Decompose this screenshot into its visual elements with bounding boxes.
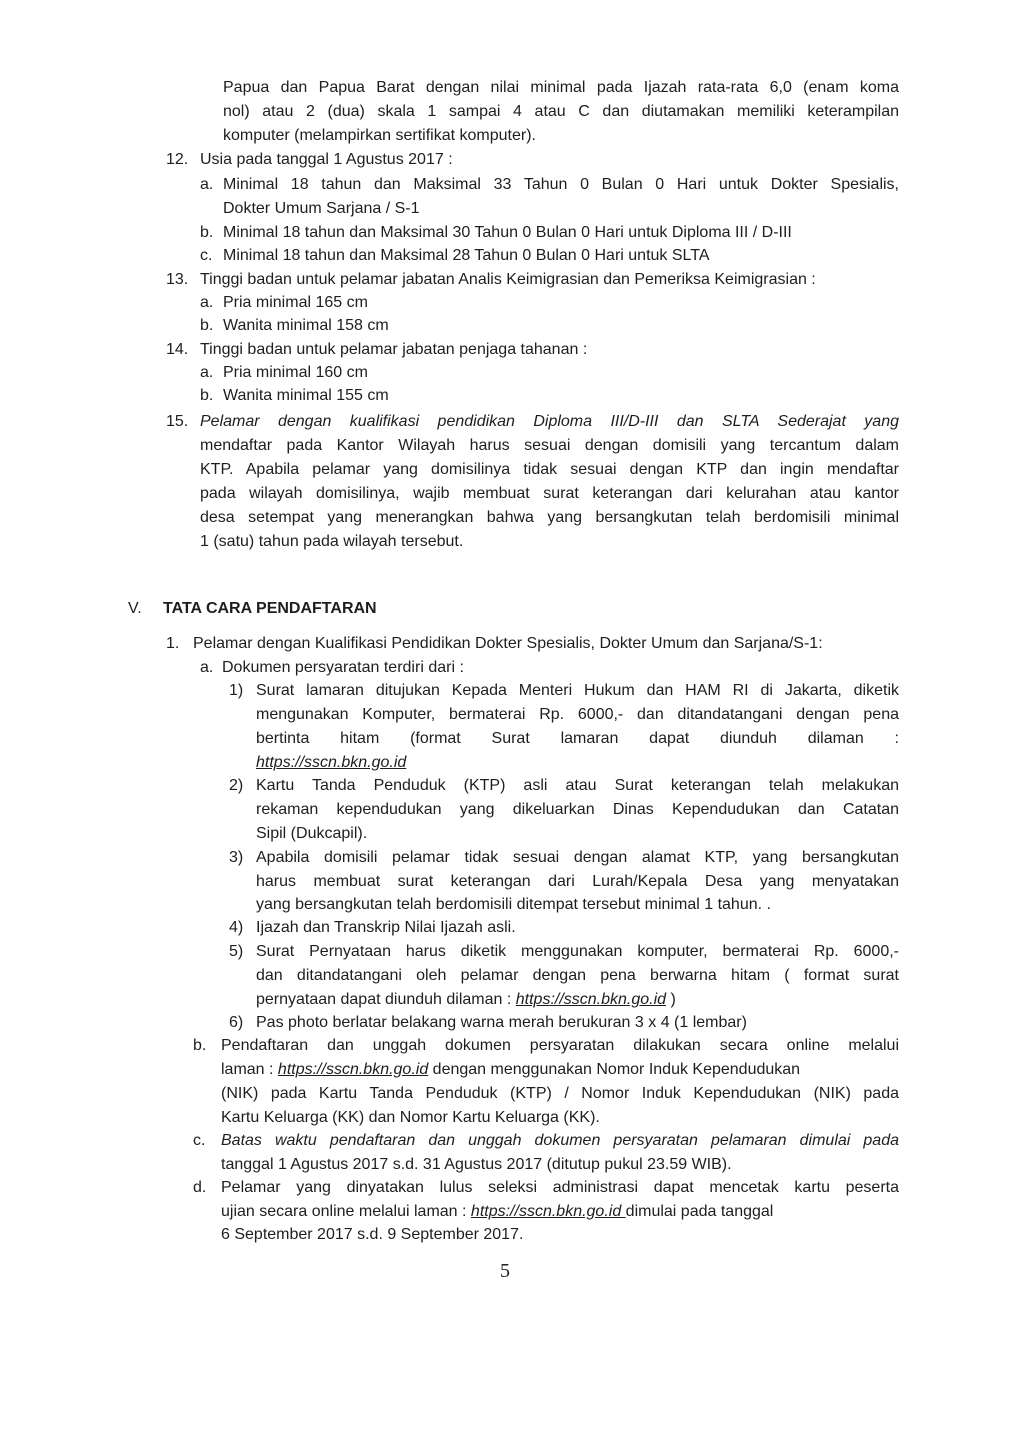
- point-1d-line-2-pre: ujian secara online melalui laman :: [221, 1203, 471, 1220]
- item-13b-text: Wanita minimal 158 cm: [223, 317, 389, 334]
- doc-3-line-2: harus membuat surat keterangan dari Lurah/Kepala Desa yang menyatakan: [256, 873, 899, 890]
- doc-1-number: 1): [229, 682, 244, 699]
- point-1d-line-3: 6 September 2017 s.d. 9 September 2017.: [221, 1226, 524, 1243]
- point-1b-line-4: Kartu Keluarga (KK) dan Nomor Kartu Keluarga (KK).: [221, 1109, 600, 1126]
- point-1b-label: b.: [193, 1037, 207, 1054]
- doc-2-line-3: Sipil (Dukcapil).: [256, 825, 368, 842]
- item-12c-text: Minimal 18 tahun dan Maksimal 28 Tahun 0 Bulan 0 Hari untuk SLTA: [223, 247, 710, 264]
- item-14a-label: a.: [200, 364, 214, 381]
- item-12b-text: Minimal 18 tahun dan Maksimal 30 Tahun 0 Bulan 0 Hari untuk Diploma III / D-III: [223, 224, 792, 241]
- item-12a-label: a.: [200, 176, 214, 193]
- item-14-number: 14.: [166, 341, 189, 358]
- doc-1-line-3: bertinta hitam (format Surat lamaran dapat diunduh dilaman :: [256, 730, 899, 747]
- item-13-text: Tinggi badan untuk pelamar jabatan Analis Keimigrasian dan Pemeriksa Keimigrasian :: [200, 271, 816, 288]
- item-15-line-2: mendaftar pada Kantor Wilayah harus sesuai dengan domisili yang tercantum dalam: [200, 437, 899, 454]
- item-12-text: Usia pada tanggal 1 Agustus 2017 :: [200, 151, 453, 168]
- point-1b-line-2-post: dengan menggunakan Nomor Induk Kependudukan: [428, 1061, 801, 1078]
- point-1c-label: c.: [193, 1132, 206, 1149]
- point-1d-label: d.: [193, 1179, 207, 1196]
- point-1b-line-3: (NIK) pada Kartu Tanda Penduduk (KTP) / Nomor Induk Kependudukan (NIK) pada: [221, 1085, 899, 1102]
- doc-3-number: 3): [229, 849, 244, 866]
- section-number: V.: [128, 600, 142, 617]
- point-1-number: 1.: [166, 635, 180, 652]
- item-15-line-4: pada wilayah domisilinya, wajib membuat surat keterangan dari kelurahan atau kantor: [200, 485, 899, 502]
- doc-5-number: 5): [229, 943, 244, 960]
- item-12b-label: b.: [200, 224, 214, 241]
- doc-4-text: Ijazah dan Transkrip Nilai Ijazah asli.: [256, 919, 516, 936]
- point-1a-text: Dokumen persyaratan terdiri dari :: [222, 659, 464, 676]
- item-13-number: 13.: [166, 271, 189, 288]
- point-1c-line-1: Batas waktu pendaftaran dan unggah dokumen persyaratan pelamaran dimulai pada: [221, 1132, 899, 1149]
- point-1-text: Pelamar dengan Kualifikasi Pendidikan Dokter Spesialis, Dokter Umum dan Sarjana/S-1:: [193, 635, 823, 652]
- doc-2-line-1: Kartu Tanda Penduduk (KTP) asli atau Surat keterangan telah melakukan: [256, 777, 899, 794]
- item-14b-label: b.: [200, 387, 214, 404]
- item-14a-text: Pria minimal 160 cm: [223, 364, 368, 381]
- item-14b-text: Wanita minimal 155 cm: [223, 387, 389, 404]
- item-13a-text: Pria minimal 165 cm: [223, 294, 368, 311]
- point-1c-line-2: tanggal 1 Agustus 2017 s.d. 31 Agustus 2017 (ditutup pukul 23.59 WIB).: [221, 1156, 732, 1173]
- item-12a-line-2: Dokter Umum Sarjana / S-1: [223, 200, 420, 217]
- item-14-text: Tinggi badan untuk pelamar jabatan penjaga tahanan :: [200, 341, 588, 358]
- item-12c-label: c.: [200, 247, 213, 264]
- intro-line-1: Papua dan Papua Barat dengan nilai minimal pada Ijazah rata-rata 6,0 (enam koma: [223, 79, 899, 96]
- point-1d-line-1: Pelamar yang dinyatakan lulus seleksi administrasi dapat mencetak kartu peserta: [221, 1179, 899, 1196]
- item-15-line-1: Pelamar dengan kualifikasi pendidikan Diploma III/D-III dan SLTA Sederajat yang: [200, 413, 899, 430]
- doc-2-line-2: rekaman kependudukan yang dikeluarkan Dinas Kependudukan dan Catatan: [256, 801, 899, 818]
- item-13a-label: a.: [200, 294, 214, 311]
- doc-5-line-3-pre: pernyataan dapat diunduh dilaman :: [256, 991, 516, 1008]
- doc-3-line-1: Apabila domisili pelamar tidak sesuai dengan alamat KTP, yang bersangkutan: [256, 849, 899, 866]
- section-title: TATA CARA PENDAFTARAN: [163, 600, 377, 617]
- doc-5-link[interactable]: https://sscn.bkn.go.id: [515, 991, 667, 1008]
- doc-6-number: 6): [229, 1014, 244, 1031]
- point-1b-line-2-pre: laman :: [221, 1061, 278, 1078]
- item-12-number: 12.: [166, 151, 189, 168]
- doc-6-text: Pas photo berlatar belakang warna merah berukuran 3 x 4 (1 lembar): [256, 1014, 747, 1031]
- doc-3-line-3: yang bersangkutan telah berdomisili ditempat tersebut minimal 1 tahun. .: [256, 896, 771, 913]
- doc-1-line-1: Surat lamaran ditujukan Kepada Menteri Hukum dan HAM RI di Jakarta, diketik: [256, 682, 899, 699]
- doc-5-line-2: dan ditandatangani oleh pelamar dengan pena berwarna hitam ( format surat: [256, 967, 899, 984]
- doc-5-line-3: [256, 988, 676, 1011]
- item-15-line-3: KTP. Apabila pelamar yang domisilinya tidak sesuai dengan KTP dan ingin mendaftar: [200, 461, 899, 478]
- intro-line-3: komputer (melampirkan sertifikat komputer).: [223, 127, 536, 144]
- item-12a-line-1: Minimal 18 tahun dan Maksimal 33 Tahun 0 Bulan 0 Hari untuk Dokter Spesialis,: [223, 176, 899, 193]
- doc-1-link[interactable]: https://sscn.bkn.go.id: [256, 754, 407, 771]
- doc-5-line-1: Surat Pernyataan harus diketik menggunakan komputer, bermaterai Rp. 6000,-: [256, 943, 899, 960]
- item-15-line-6: 1 (satu) tahun pada wilayah tersebut.: [200, 533, 464, 550]
- point-1d-line-2: [221, 1200, 773, 1223]
- doc-5-line-3-post: ): [666, 991, 676, 1008]
- item-15-line-5: desa setempat yang menerangkan bahwa yang bersangkutan telah berdomisili minimal: [200, 509, 899, 526]
- doc-4-number: 4): [229, 919, 244, 936]
- point-1b-link[interactable]: https://sscn.bkn.go.id: [277, 1061, 429, 1078]
- point-1d-link[interactable]: https://sscn.bkn.go.id: [470, 1203, 626, 1220]
- point-1b-line-2: [221, 1058, 800, 1081]
- intro-line-2: nol) atau 2 (dua) skala 1 sampai 4 atau C dan diutamakan memiliki keterampilan: [223, 103, 899, 120]
- item-13b-label: b.: [200, 317, 214, 334]
- doc-2-number: 2): [229, 777, 244, 794]
- point-1a-label: a.: [200, 659, 214, 676]
- point-1d-line-2-post: dimulai pada tanggal: [625, 1203, 774, 1220]
- item-15-number: 15.: [166, 413, 189, 430]
- doc-1-line-2: mengunakan Komputer, bermaterai Rp. 6000,- dan ditandatangani dengan pena: [256, 706, 899, 723]
- page-number: 5: [500, 1260, 510, 1282]
- point-1b-line-1: Pendaftaran dan unggah dokumen persyaratan dilakukan secara online melalui: [221, 1037, 899, 1054]
